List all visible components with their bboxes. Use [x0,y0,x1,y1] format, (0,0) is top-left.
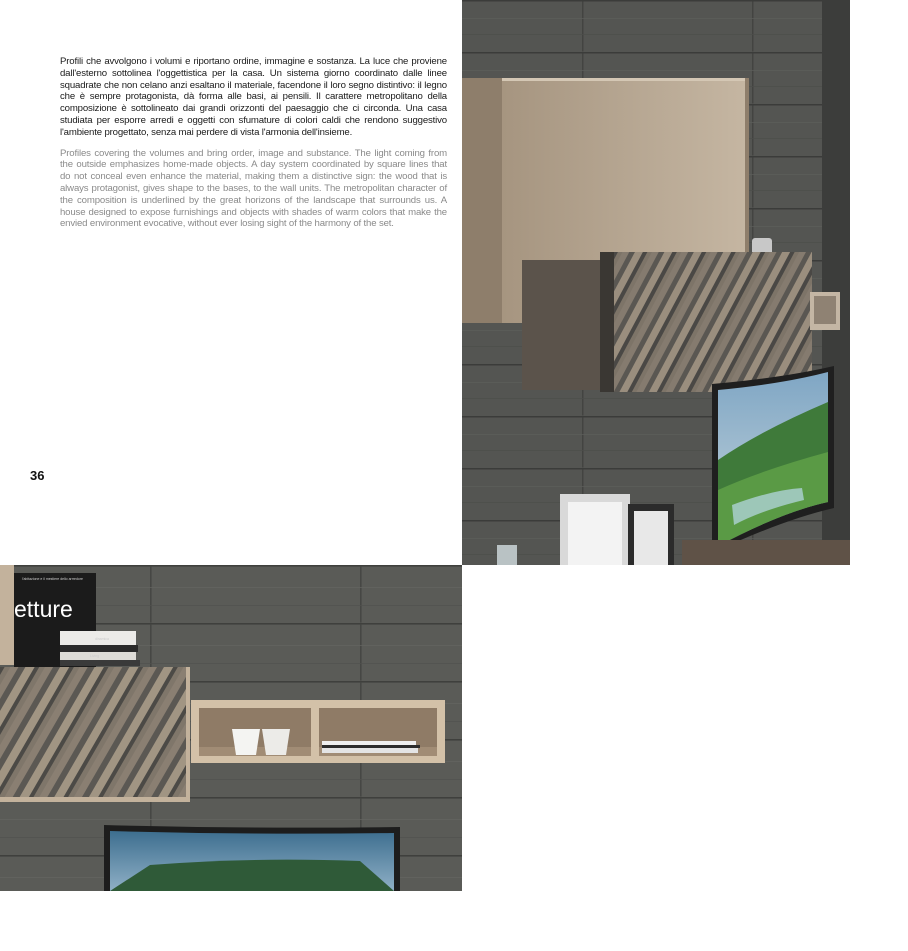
book-spine-2: Living [90,654,100,658]
photo-living-wall-units-image [462,0,850,565]
photo-living-wall-units [462,0,850,565]
book-subtitle: l'abitazione e il mestiere dello arrredore [22,577,83,581]
photo-detail-shelving [0,565,462,891]
page-number: 36 [30,468,45,483]
paragraph-italian: Profili che avvolgono i volumi e riportano ordine, immagine e sostanza. La luce che proviene dall'esterno sottolinea l'oggettistica per la casa. Un sistema giorno coordinato dalle linee squadrate che non celano anzi esaltano il materiale, facendone il loro segno distintivo: il legno che è sempre protagonista, dà forma alle basi, ai pensili. Il carattere metropolitano della composizione è sottolineato dai grandi orizzonti del paesaggio che ci circonda. Una casa studiata per esporre arredi e oggetti con sfumature di colori caldi che rendono suggestivo l'ambiente progettato, senza mai perdere di vista l'armonia dell'insieme. [60,56,447,138]
paragraph-english: Profiles covering the volumes and bring order, image and substance. The light coming from the outside emphasizes home-made objects. A day system coordinated by square lines that do not conceal even enhance the material, making them a distinctive sign: the wood that is always protagonist, gives shape to the bases, to the wall units. The metropolitan character of the composition is underlined by the great horizons of the landscape that surrounds us. A house designed to expose furnishings and objects with shades of warm colors that make the envied environment evocative, without ever losing sight of the harmony of the set. [60,147,447,230]
photo-detail-shelving-image [0,565,462,891]
article-text [60,56,447,230]
book-spine-1: dinamica [95,637,110,641]
book-title: etture [14,596,73,622]
